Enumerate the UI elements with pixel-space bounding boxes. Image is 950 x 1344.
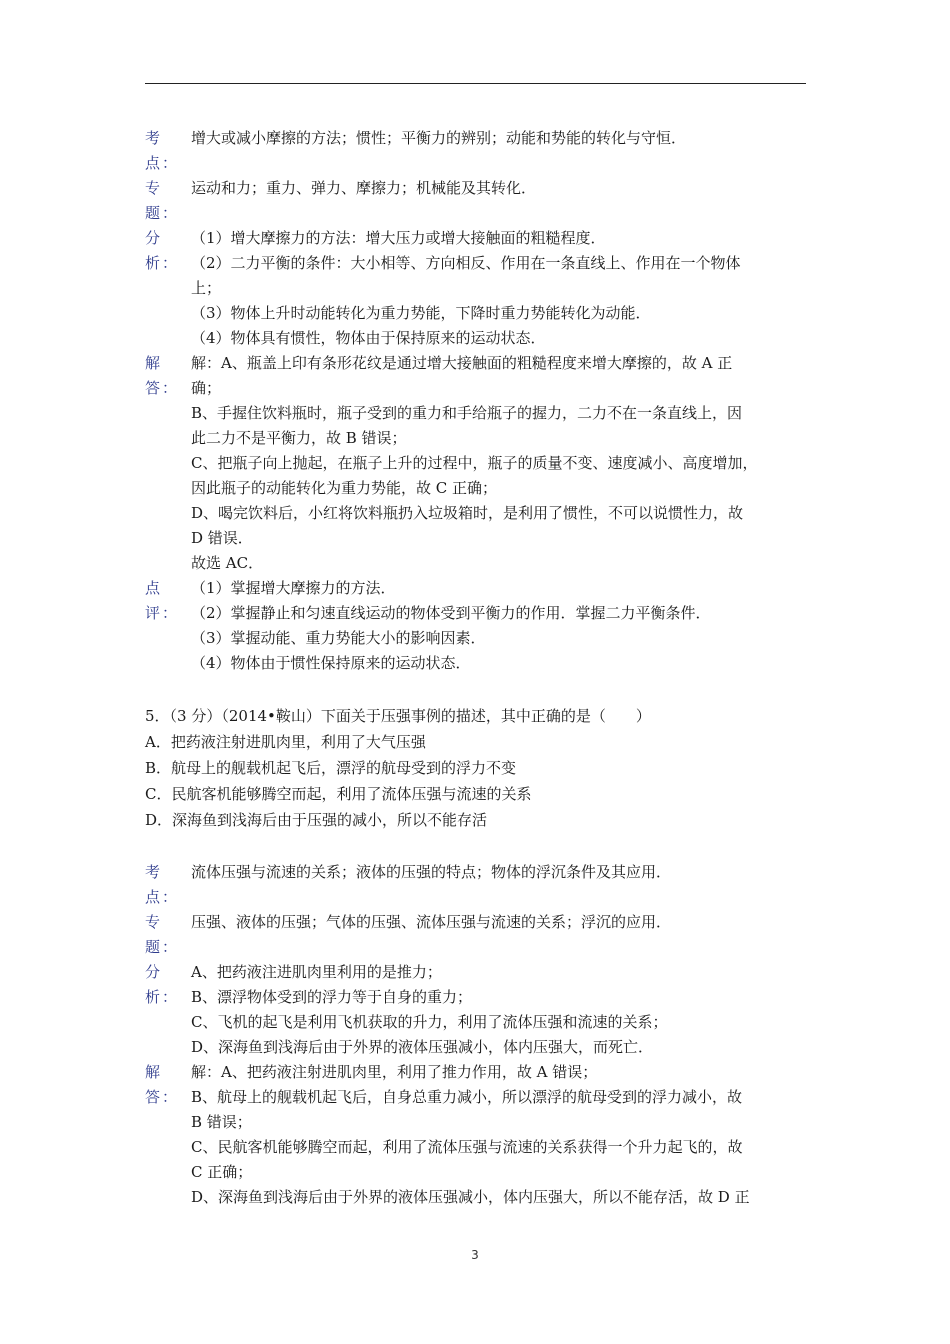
jieda-label: 解 答：: [145, 354, 180, 397]
q5-kaodian-text: 流体压强与流速的关系；液体的压强的特点；物体的浮沉条件及其应用．: [191, 863, 672, 881]
q4-jieda-line: 故选 AC．: [191, 554, 264, 572]
q5-analysis: [145, 860, 806, 1210]
q5-zhuanti-section: [145, 910, 806, 960]
zhuanti-label: 专 题：: [145, 179, 180, 222]
q4-dianping-line: （2）掌握静止和匀速直线运动的物体受到平衡力的作用．掌握二力平衡条件．: [191, 604, 711, 622]
dianping-label: 点 评：: [145, 579, 180, 622]
fenxi-label: 分 析：: [145, 963, 180, 1006]
q4-dianping-line: （1）掌握增大摩擦力的方法．: [191, 579, 396, 597]
q5-option-a: A．把药液注射进肌肉里，利用了大气压强: [145, 733, 426, 751]
q5-option-c: C．民航客机能够腾空而起，利用了流体压强与流速的关系: [145, 785, 532, 803]
q4-zhuanti-text: 运动和力；重力、弹力、摩擦力；机械能及其转化．: [191, 179, 537, 197]
q5-fenxi-line: A、把药液注进肌肉里利用的是推力；: [191, 963, 442, 981]
header-rule: [145, 83, 806, 84]
q4-dianping-section: [145, 576, 806, 676]
kaodian-label: 考 点：: [145, 863, 180, 906]
q5-option-d: D．深海鱼到浅海后由于压强的减小，所以不能存活: [145, 811, 488, 829]
q5-jieda-line: B、航母上的舰载机起飞后，自身总重力减小，所以漂浮的航母受到的浮力减小，故: [191, 1088, 743, 1106]
q5-zhuanti-text: 压强、液体的压强；气体的压强、流体压强与流速的关系；浮沉的应用．: [191, 913, 672, 931]
q4-jieda-line: B、手握住饮料瓶时，瓶子受到的重力和手给瓶子的握力，二力不在一条直线上，因: [191, 404, 743, 422]
q5-jieda-line: C 正确；: [191, 1163, 253, 1181]
q5-question: [145, 703, 806, 833]
q4-kaodian-section: [145, 126, 806, 176]
q4-analysis: [145, 126, 806, 676]
q4-fenxi-section: [145, 226, 806, 351]
q5-jieda-line: D、深海鱼到浅海后由于外界的液体压强减小，体内压强大，所以不能存活，故 D 正: [191, 1188, 750, 1206]
q4-jieda-line: D 错误．: [191, 529, 253, 547]
q4-fenxi-line: （3）物体上升时动能转化为重力势能，下降时重力势能转化为动能．: [191, 304, 651, 322]
zhuanti-label: 专 题：: [145, 913, 180, 956]
q5-jieda-line: C、民航客机能够腾空而起，利用了流体压强与流速的关系获得一个升力起飞的，故: [191, 1138, 743, 1156]
q5-fenxi-section: [145, 960, 806, 1060]
q5-jieda-line: 解：A、把药液注射进肌肉里，利用了推力作用，故 A 错误；: [191, 1063, 598, 1081]
q4-fenxi-line: （4）物体具有惯性，物体由于保持原来的运动状态．: [191, 329, 546, 347]
q4-jieda-line: 因此瓶子的动能转化为重力势能，故 C 正确；: [191, 479, 498, 497]
q4-jieda-line: D、喝完饮料后，小红将饮料瓶扔入垃圾箱时，是利用了惯性，不可以说惯性力，故: [191, 504, 744, 522]
q4-kaodian-text: 增大或减小摩擦的方法；惯性；平衡力的辨别；动能和势能的转化与守恒．: [191, 129, 687, 147]
q4-jieda-line: 确；: [191, 379, 222, 397]
fenxi-label: 分 析：: [145, 229, 180, 272]
q5-jieda-section: [145, 1060, 806, 1210]
q4-dianping-line: （4）物体由于惯性保持原来的运动状态．: [191, 654, 471, 672]
q4-fenxi-line: （2）二力平衡的条件：大小相等、方向相反、作用在一条直线上、作用在一个物体: [191, 254, 741, 272]
q5-option-b: B．航母上的舰载机起飞后，漂浮的航母受到的浮力不变: [145, 759, 517, 777]
q4-fenxi-line: 上；: [191, 279, 222, 297]
q4-dianping-line: （3）掌握动能、重力势能大小的影响因素．: [191, 629, 486, 647]
q4-jieda-line: C、把瓶子向上抛起，在瓶子上升的过程中，瓶子的质量不变、速度减小、高度增加，: [191, 454, 758, 472]
kaodian-label: 考 点：: [145, 129, 180, 172]
q4-fenxi-line: （1）增大摩擦力的方法：增大压力或增大接触面的粗糙程度．: [191, 229, 606, 247]
q5-fenxi-line: D、深海鱼到浅海后由于外界的液体压强减小，体内压强大，而死亡．: [191, 1038, 654, 1056]
q5-fenxi-line: B、漂浮物体受到的浮力等于自身的重力；: [191, 988, 473, 1006]
q5-stem: 5．（3 分）（2014•鞍山）下面关于压强事例的描述，其中正确的是（ ）: [145, 707, 651, 725]
q5-jieda-line: B 错误；: [191, 1113, 252, 1131]
q4-zhuanti-section: [145, 176, 806, 226]
q4-jieda-line: 解：A、瓶盖上印有条形花纹是通过增大接触面的粗糙程度来增大摩擦的，故 A 正: [191, 354, 733, 372]
jieda-label: 解 答：: [145, 1063, 180, 1106]
page-number: 3: [471, 1248, 479, 1262]
q4-jieda-section: [145, 351, 806, 576]
q5-kaodian-section: [145, 860, 806, 910]
q5-fenxi-line: C、飞机的起飞是利用飞机获取的升力，利用了流体压强和流速的关系；: [191, 1013, 668, 1031]
q4-jieda-line: 此二力不是平衡力，故 B 错误；: [191, 429, 407, 447]
